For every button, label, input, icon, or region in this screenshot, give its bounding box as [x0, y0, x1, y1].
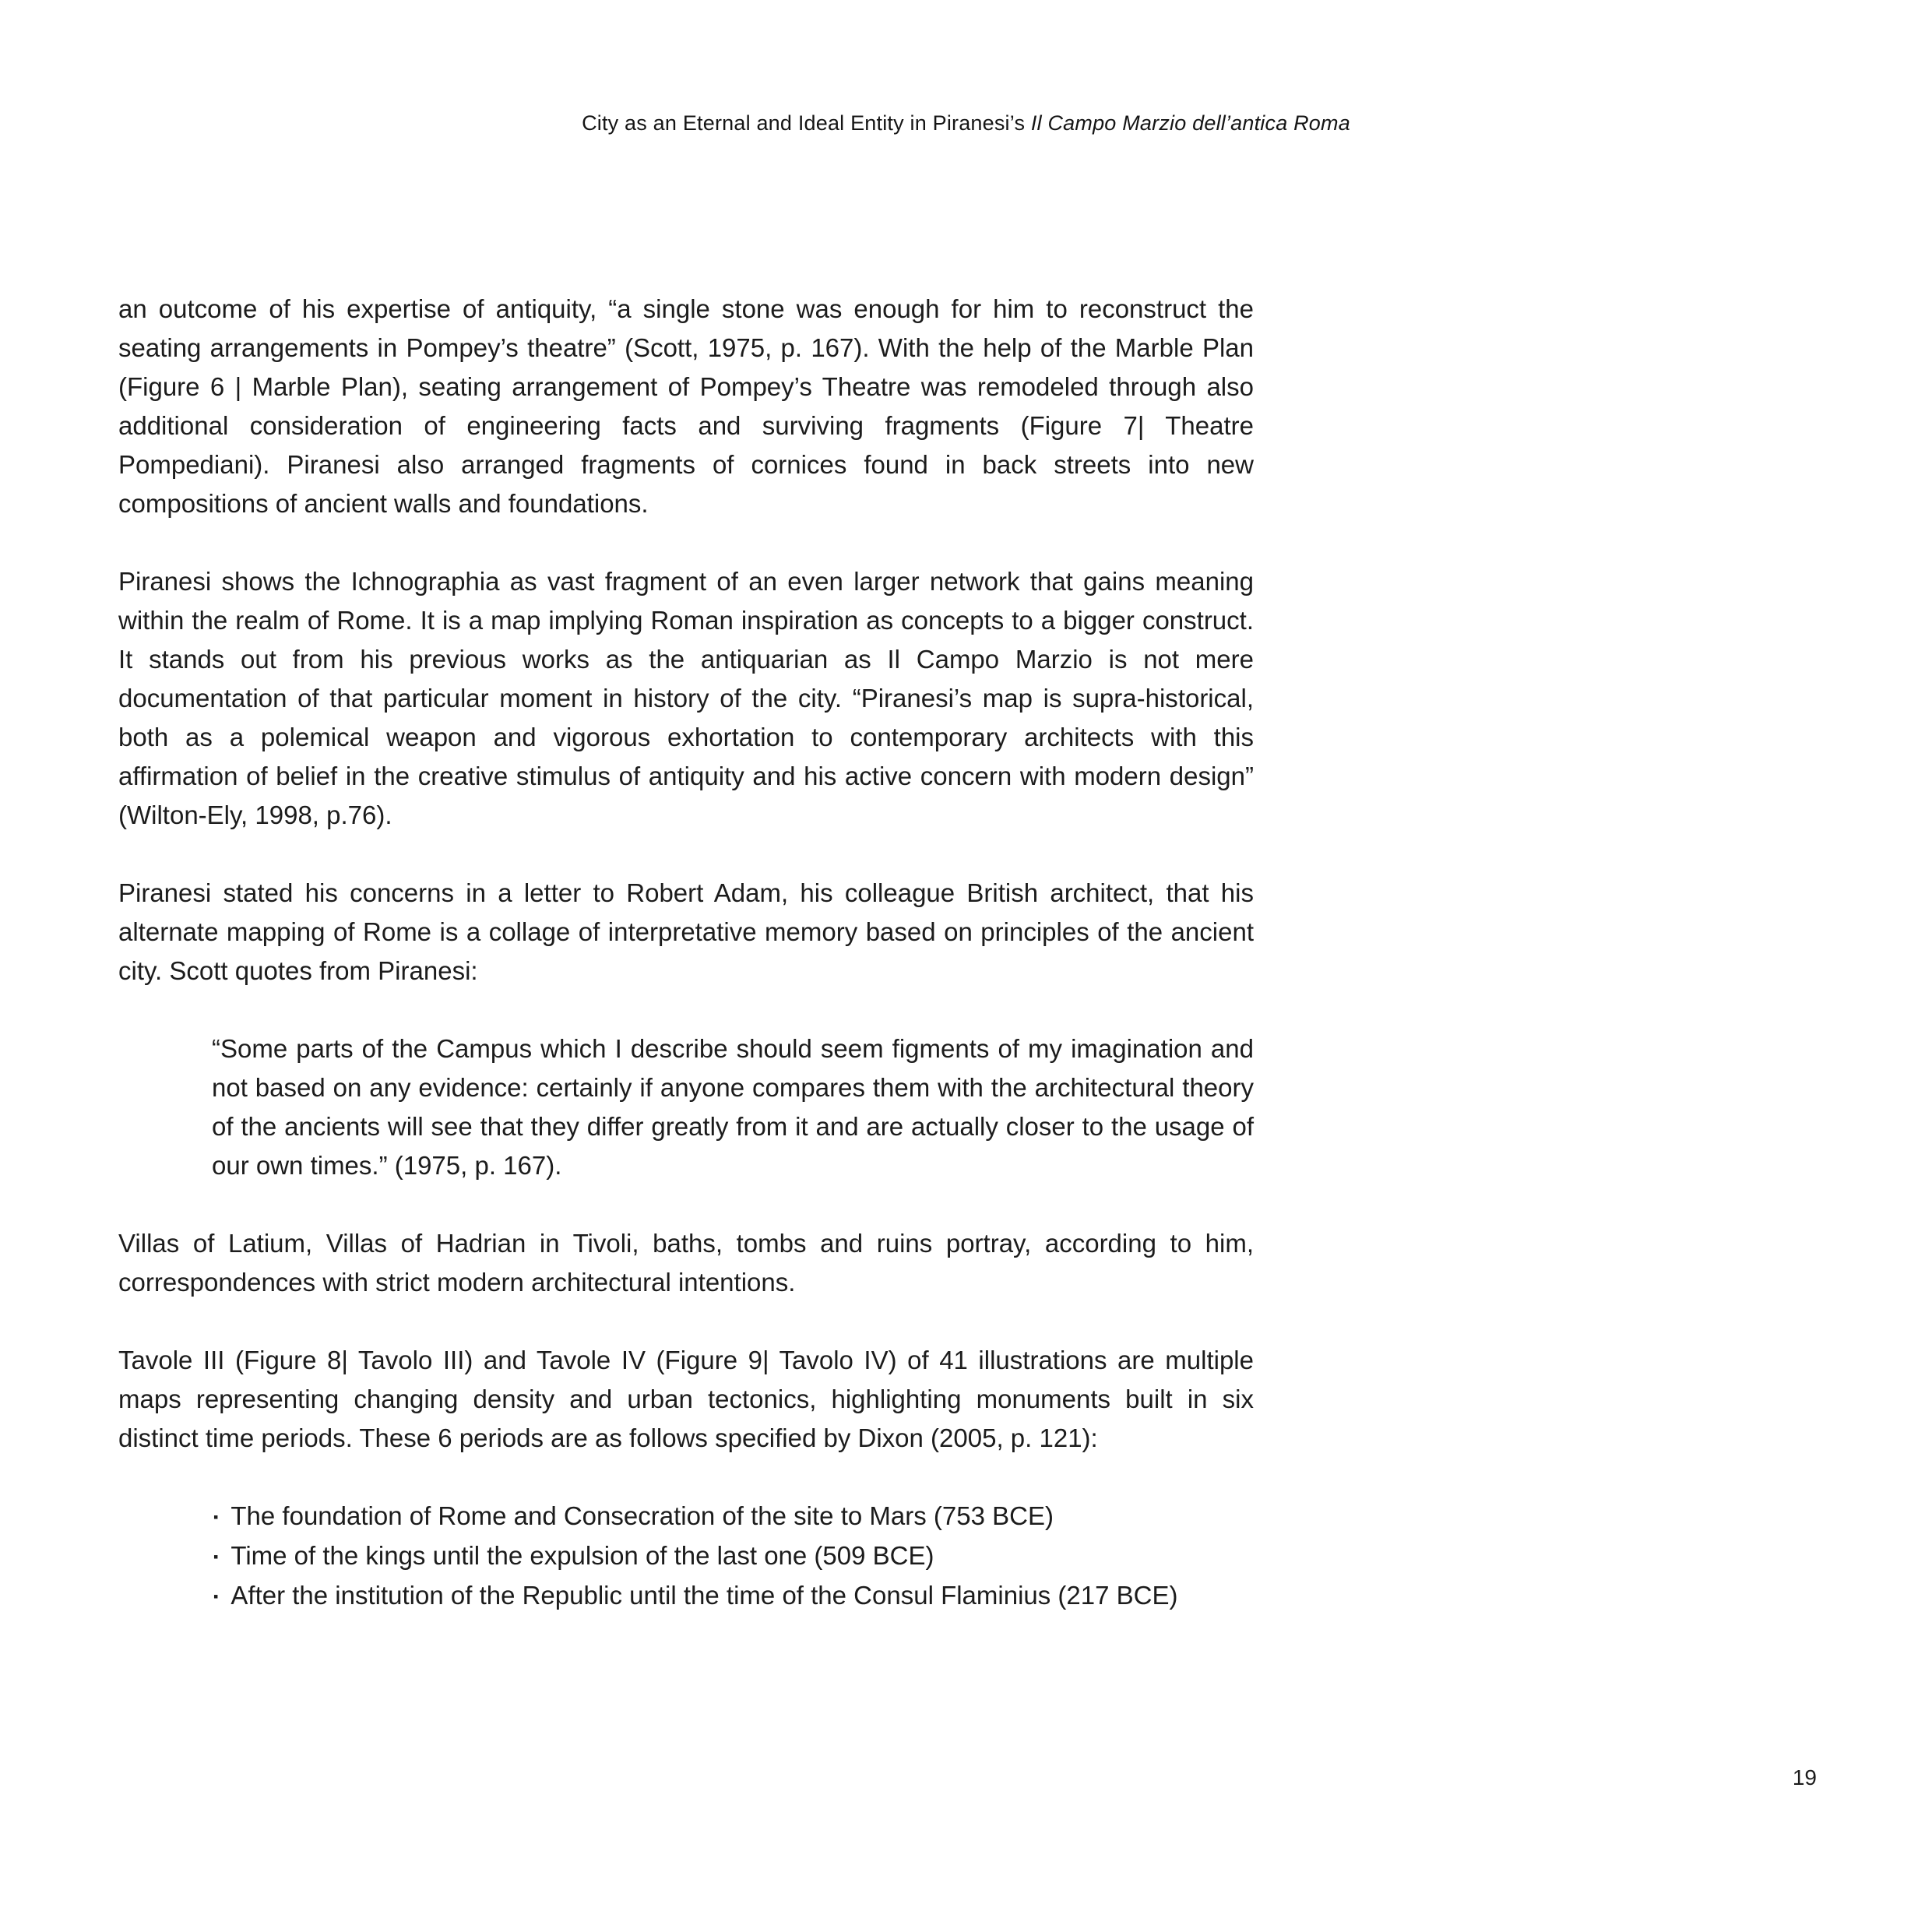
header-title-italic: Il Campo Marzio dell’antica Roma [1030, 111, 1350, 135]
header-title-text: City as an Eternal and Ideal Entity in Piranesi’s [582, 111, 1031, 135]
bullet-list [118, 1497, 1254, 1616]
bullet-icon: ▪ [213, 1549, 219, 1564]
paragraph-5: Tavole III (Figure 8| Tavolo III) and Tavole IV (Figure 9| Tavolo IV) of 41 illustrations are multiple maps representing changing density and urban tectonics, highlighting monuments built in six distinct time periods. These 6 periods are as follows specified by Dixon (2005, p. 121): [118, 1346, 1254, 1452]
list-item-text: After the institution of the Republic until the time of the Consul Flaminius (217 BCE) [231, 1581, 1178, 1610]
page-content [118, 290, 1254, 1616]
paragraph-2: Piranesi shows the Ichnographia as vast fragment of an even larger network that gains meaning within the realm of Rome. It is a map implying Roman inspiration as concepts to a bigger construct. It stands out from his previous works as the antiquarian as Il Campo Marzio is not mere documentation of that particular moment in history of the city. “Piranesi’s map is supra-historical, both as a polemical weapon and vigorous exhortation to contemporary architects with this affirmation of belief in the creative stimulus of antiquity and his active concern with modern design” (Wilton-Ely, 1998, p.76). [118, 567, 1254, 829]
page-number: 19 [1792, 1765, 1817, 1789]
paragraph-4: Villas of Latium, Villas of Hadrian in Tivoli, baths, tombs and ruins portray, according to him, correspondences with strict modern architectural intentions. [118, 1229, 1254, 1297]
list-item-text: The foundation of Rome and Consecration of the site to Mars (753 BCE) [231, 1501, 1054, 1530]
paragraph-3: Piranesi stated his concerns in a letter to Robert Adam, his colleague British architect, that his alternate mapping of Rome is a collage of interpretative memory based on principles of the ancient city. Scott quotes from Piranesi: [118, 878, 1254, 985]
block-quote: “Some parts of the Campus which I describe should seem figments of my imagination and not based on any evidence: certainly if anyone compares them with the architectural theory of the ancients will see that they differ greatly from it and are actually closer to the usage of our own times.” (1975, p. 167). [212, 1034, 1254, 1180]
list-item [118, 1536, 1254, 1576]
running-header [0, 109, 1932, 137]
list-item-text: Time of the kings until the expulsion of the last one (509 BCE) [231, 1541, 934, 1570]
paragraph-1: an outcome of his expertise of antiquity, “a single stone was enough for him to reconstruct the seating arrangements in Pompey’s theatre” (Scott, 1975, p. 167). With the help of the Marble Plan (Figure 6 | Marble Plan), seating arrangement of Pompey’s Theatre was remodeled through also additional consideration of engineering facts and surviving fragments (Figure 7| Theatre Pompediani). Piranesi also arranged fragments of cornices found in back streets into new compositions of ancient walls and foundations. [118, 294, 1254, 518]
list-item [118, 1497, 1254, 1536]
bullet-icon: ▪ [213, 1589, 219, 1604]
list-item [118, 1576, 1254, 1616]
bullet-icon: ▪ [213, 1509, 219, 1525]
